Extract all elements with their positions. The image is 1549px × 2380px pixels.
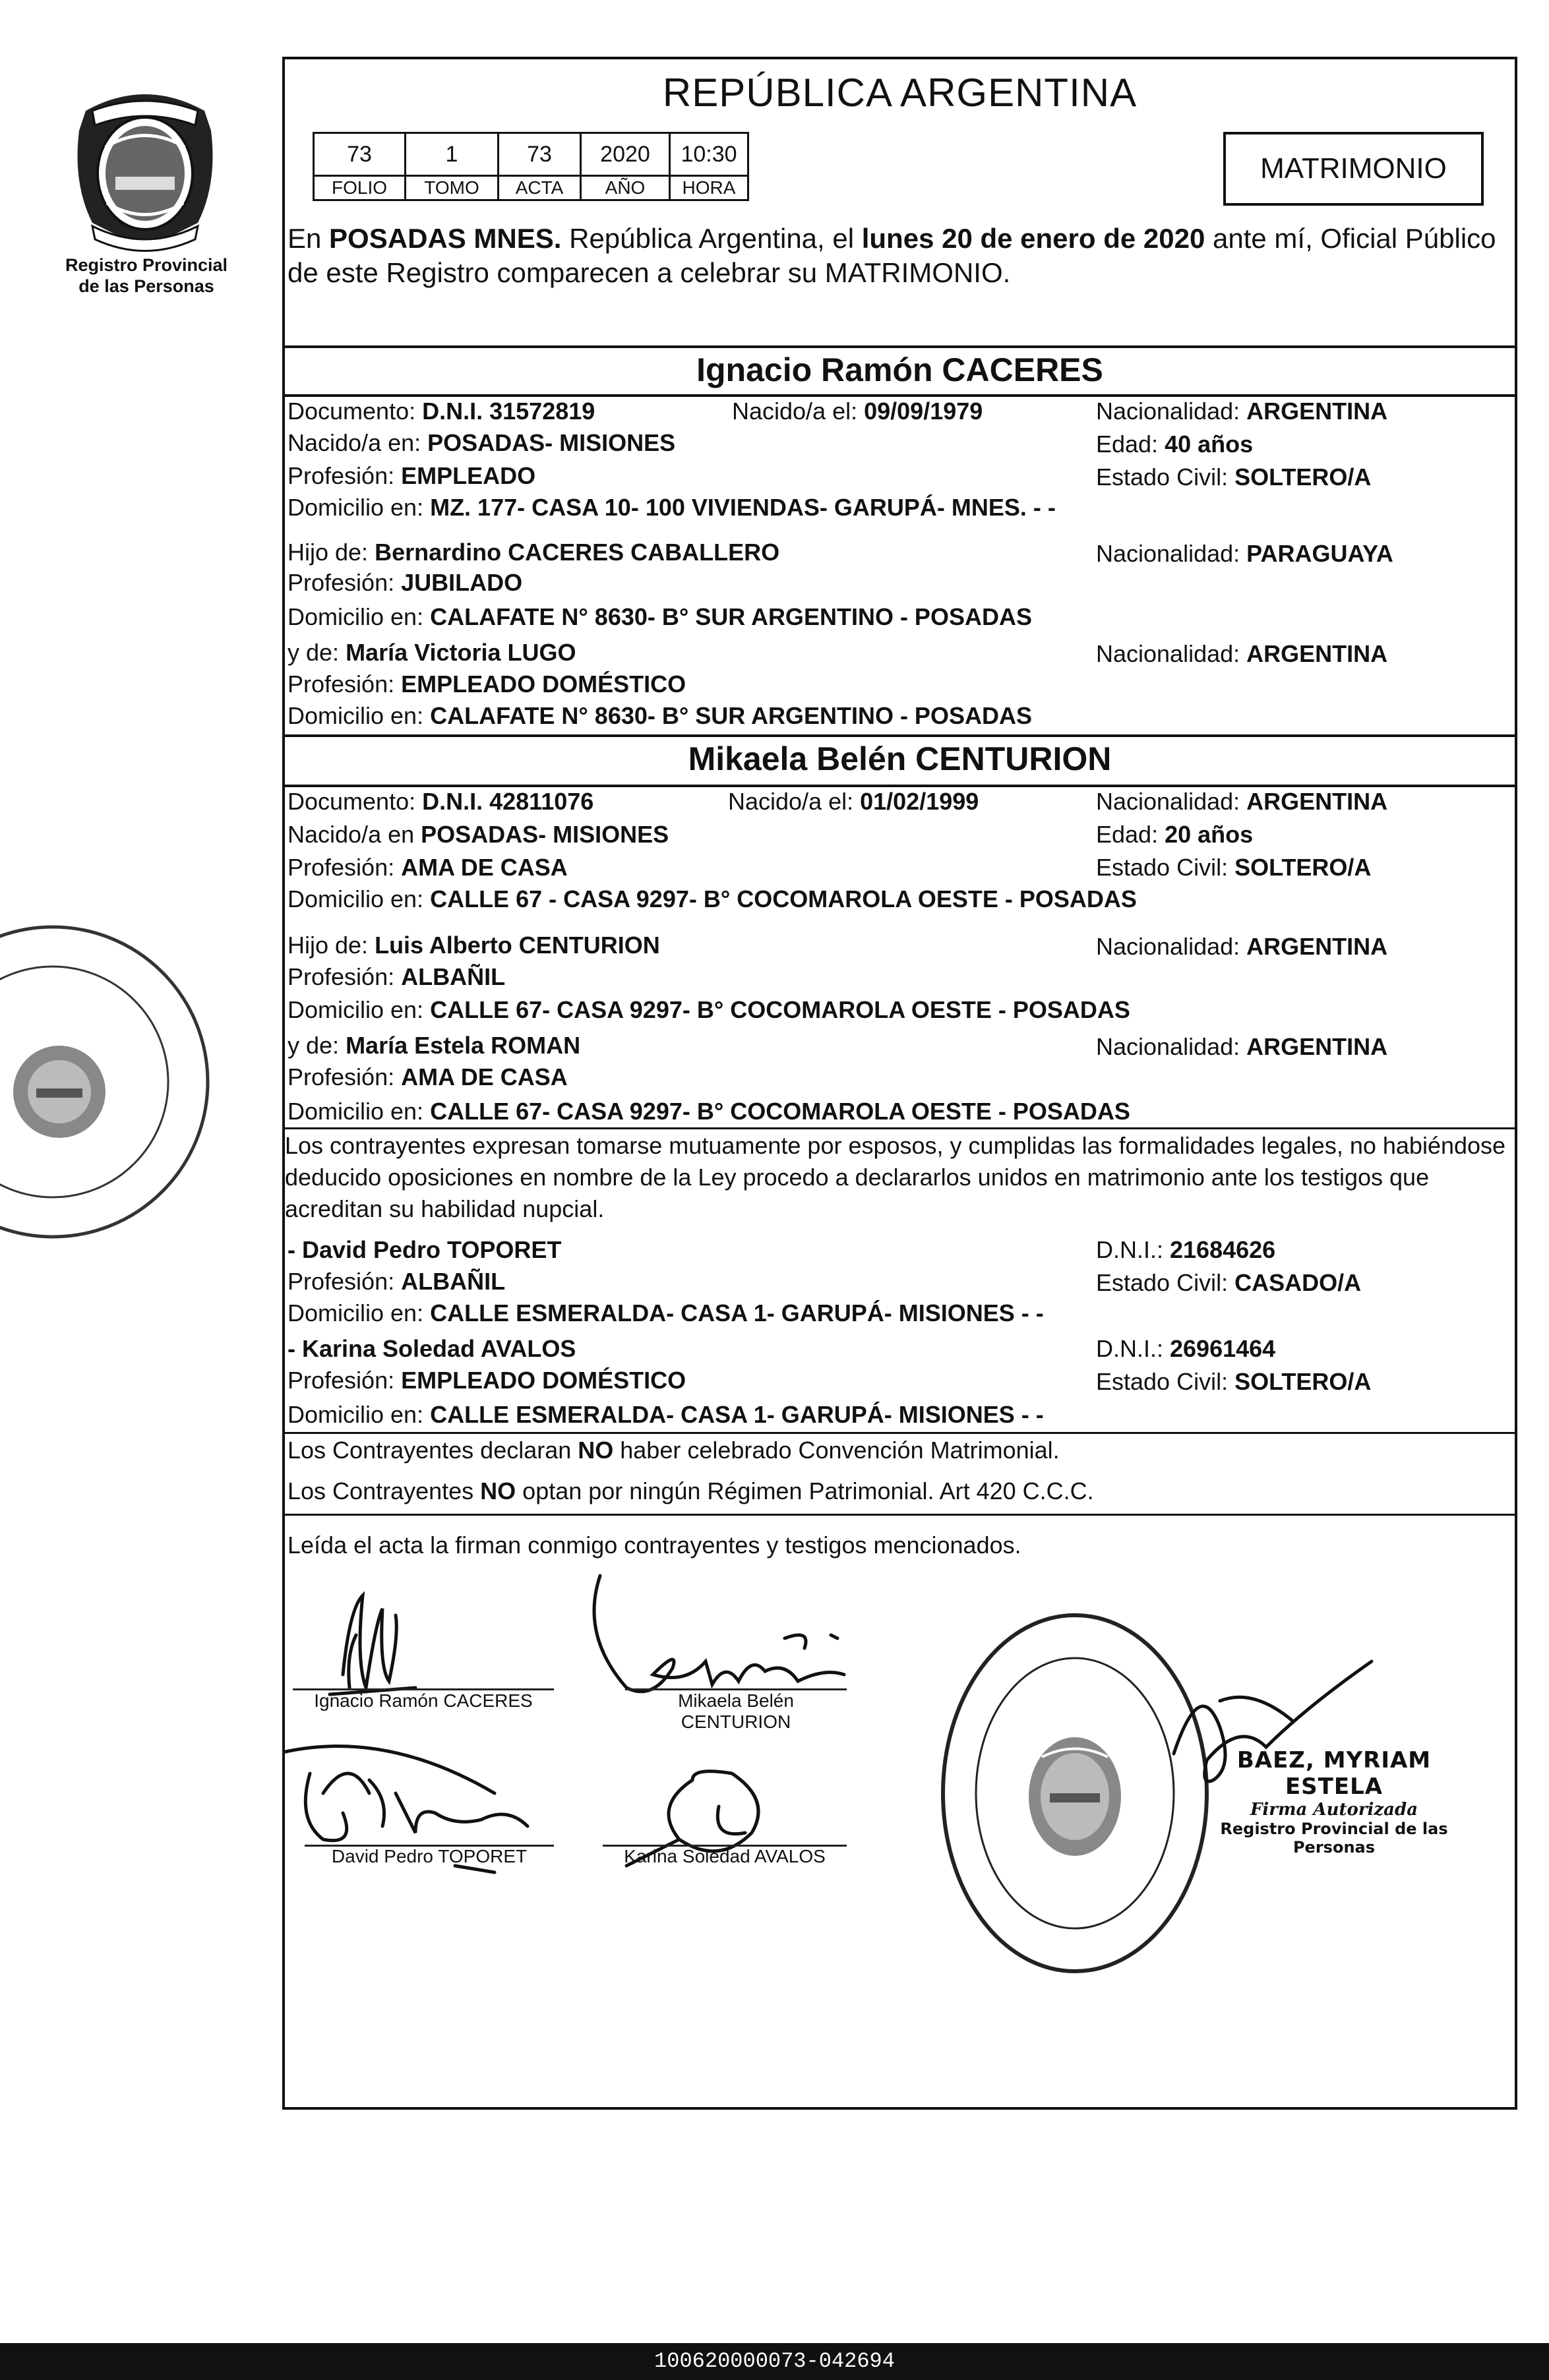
stub-folio-value: 73 (314, 133, 406, 176)
c2-mother-label: y de: (288, 1032, 346, 1059)
signature-label-ignacio: Ignacio Ramón CACERES (314, 1690, 533, 1711)
c2-address-value: CALLE 67 - CASA 9297- B° COCOMAROLA OESTE - POSADAS (430, 885, 1137, 912)
c2-father-nat-label: Nacionalidad: (1096, 933, 1247, 960)
c1-mother-address (288, 701, 1032, 730)
signature-label-mikaela (625, 1690, 847, 1733)
testigo2-profession (288, 1366, 686, 1395)
intro-text-2: República Argentina, el (561, 223, 862, 254)
regime-note (288, 1477, 1094, 1506)
testigo2-name (288, 1334, 576, 1363)
c1-mother-profession (288, 670, 686, 699)
c1-father-nat-value: PARAGUAYA (1246, 540, 1393, 567)
c1-address-label: Domicilio en: (288, 494, 431, 521)
registry-caption-line2: de las Personas (78, 276, 214, 296)
declaration-paragraph: Los contrayentes expresan tomarse mutuamente por esposos, y cumplidas las formalidades legales, no habiéndose deducido oposiciones en nombre de la Ley procedo a declararlos unidos en matrimonio ante los testigos que acreditan su habilidad nupcial. (285, 1132, 1506, 1222)
c2-father-label: Hijo de: (288, 932, 375, 959)
stub-acta-label: ACTA (499, 176, 581, 200)
c1-document (288, 397, 595, 426)
reg-no: NO (480, 1477, 516, 1504)
c2-nat-value: ARGENTINA (1246, 788, 1388, 815)
c1-prof-value: EMPLEADO (401, 462, 536, 489)
conv-text-1: Los Contrayentes declaran (288, 1437, 578, 1464)
stub-ano-value: 2020 (581, 133, 670, 176)
signature-label-david: David Pedro TOPORET (331, 1846, 528, 1866)
testigo1-dni (1096, 1235, 1275, 1264)
official-stamp-text (1186, 1747, 1482, 1857)
c2-mother-nat-label: Nacionalidad: (1096, 1033, 1247, 1060)
c2-father-addr-value: CALLE 67- CASA 9297- B° COCOMAROLA OESTE - POSADAS (430, 996, 1130, 1023)
divider (282, 345, 1517, 348)
stub-acta-value: 73 (499, 133, 581, 176)
testigo2-address (288, 1400, 1044, 1429)
c2-birthplace-label: Nacido/a en (288, 821, 421, 848)
testigo2-civil-status (1096, 1367, 1371, 1396)
signature-label-mikaela-line1: Mikaela Belén (678, 1690, 794, 1711)
signature-label-mikaela-line2: CENTURION (681, 1711, 791, 1732)
c2-age-value: 20 años (1165, 821, 1254, 848)
c2-address-label: Domicilio en: (288, 885, 431, 912)
c1-mother-label: y de: (288, 639, 346, 666)
convention-note (288, 1436, 1060, 1465)
contrayente1-name: Ignacio Ramón CACERES (696, 351, 1103, 388)
c2-doc-label: Documento: (288, 788, 423, 815)
c1-nat-value: ARGENTINA (1246, 398, 1388, 425)
official-stamp-name: BAEZ, MYRIAM ESTELA (1236, 1747, 1432, 1800)
c1-prof-label: Profesión: (288, 462, 402, 489)
signature-label-karina: Karina Soledad AVALOS (624, 1846, 826, 1866)
testigo1-address (288, 1299, 1044, 1328)
t2-prof-label: Profesión: (288, 1367, 402, 1394)
c2-civil-status (1096, 853, 1371, 882)
c2-father-prof-value: ALBAÑIL (401, 963, 506, 990)
c1-father-address (288, 603, 1032, 632)
c1-mother-addr-value: CALAFATE N° 8630- B° SUR ARGENTINO - POSADAS (430, 702, 1032, 729)
closing-statement: Leída el acta la firman conmigo contrayentes y testigos mencionados. (288, 1532, 1021, 1559)
c2-mother-profession (288, 1063, 568, 1092)
c1-profession (288, 461, 535, 491)
official-stamp-role: Firma Autorizada (1250, 1800, 1418, 1820)
c2-prof-value: AMA DE CASA (401, 854, 568, 881)
c2-father-profession (288, 963, 505, 992)
stub-tomo-label: TOMO (406, 176, 499, 200)
c2-age-label: Edad: (1096, 821, 1165, 848)
t1-prof-label: Profesión: (288, 1268, 402, 1295)
record-type-box: MATRIMONIO (1223, 132, 1484, 206)
document-footer-code: 100620000073-042694 (0, 2343, 1549, 2380)
t1-name-value: - David Pedro TOPORET (288, 1236, 562, 1263)
c1-mother (288, 638, 576, 667)
divider (282, 1514, 1517, 1516)
c1-father-nationality (1096, 539, 1393, 568)
reg-text-2: optan por ningún Régimen Patrimonial. Art 420 C.C.C. (516, 1477, 1094, 1504)
c1-mother-value: María Victoria LUGO (346, 639, 576, 666)
c1-father-profession (288, 568, 522, 597)
c1-father-prof-value: JUBILADO (401, 569, 523, 596)
c2-document (288, 787, 593, 816)
registry-caption-line1: Registro Provincial (65, 255, 228, 275)
c2-doc-value: D.N.I. 42811076 (422, 788, 594, 815)
c2-mother-addr-label: Domicilio en: (288, 1098, 431, 1125)
c2-father-value: Luis Alberto CENTURION (375, 932, 660, 959)
conv-text-2: haber celebrado Convención Matrimonial. (613, 1437, 1060, 1464)
stub-ano-label: AÑO (581, 176, 670, 200)
intro-date: lunes 20 de enero de 2020 (861, 223, 1205, 254)
c1-birthplace (288, 429, 675, 458)
t2-addr-label: Domicilio en: (288, 1401, 431, 1428)
c2-address (288, 885, 1137, 914)
testigo1-profession (288, 1267, 505, 1296)
c1-mother-prof-label: Profesión: (288, 670, 402, 698)
c1-mother-prof-value: EMPLEADO DOMÉSTICO (401, 670, 686, 698)
testigo1-civil-status (1096, 1268, 1361, 1297)
c1-birthplace-value: POSADAS- MISIONES (427, 429, 676, 456)
c2-birthplace (288, 820, 669, 849)
c2-mother (288, 1031, 580, 1060)
c2-prof-label: Profesión: (288, 854, 402, 881)
t2-addr-value: CALLE ESMERALDA- CASA 1- GARUPÁ- MISIONES - - (430, 1401, 1044, 1428)
c1-father (288, 538, 779, 567)
c1-age-value: 40 años (1165, 431, 1254, 458)
c2-nationality (1096, 787, 1387, 816)
c2-father-nationality (1096, 932, 1387, 961)
reg-text-1: Los Contrayentes (288, 1477, 481, 1504)
t1-dni-label: D.N.I.: (1096, 1236, 1170, 1263)
c1-doc-label: Documento: (288, 398, 423, 425)
c2-born-value: 01/02/1999 (860, 788, 979, 815)
c1-mother-nat-label: Nacionalidad: (1096, 640, 1247, 667)
c1-address (288, 493, 1056, 522)
c1-civil-label: Estado Civil: (1096, 463, 1235, 491)
t1-civil-label: Estado Civil: (1096, 1269, 1235, 1296)
c1-birthdate (732, 397, 983, 426)
c2-nat-label: Nacionalidad: (1096, 788, 1247, 815)
c2-father (288, 931, 660, 960)
c1-mother-nationality (1096, 640, 1387, 669)
c2-mother-value: María Estela ROMAN (346, 1032, 581, 1059)
c1-father-prof-label: Profesión: (288, 569, 402, 596)
c2-birthdate (728, 787, 979, 816)
testigo2-dni (1096, 1334, 1275, 1363)
t2-prof-value: EMPLEADO DOMÉSTICO (401, 1367, 686, 1394)
conv-no: NO (578, 1437, 614, 1464)
c2-mother-prof-label: Profesión: (288, 1063, 402, 1090)
stub-hora-value: 10:30 (670, 133, 748, 176)
left-margin-seal (0, 914, 218, 1283)
t2-dni-value: 26961464 (1170, 1335, 1276, 1362)
c2-mother-addr-value: CALLE 67- CASA 9297- B° COCOMAROLA OESTE - POSADAS (430, 1098, 1130, 1125)
c1-age-label: Edad: (1096, 431, 1165, 458)
c1-mother-nat-value: ARGENTINA (1246, 640, 1388, 667)
divider (282, 734, 1517, 737)
registry-caption (47, 254, 245, 297)
c1-mother-addr-label: Domicilio en: (288, 702, 431, 729)
c2-father-nat-value: ARGENTINA (1246, 933, 1388, 960)
c1-father-addr-value: CALAFATE N° 8630- B° SUR ARGENTINO - POSADAS (430, 603, 1032, 630)
c1-civil-status (1096, 463, 1371, 492)
c1-father-label: Hijo de: (288, 539, 375, 566)
official-stamp-registry: Registro Provincial de las Personas (1220, 1820, 1448, 1857)
c2-age (1096, 820, 1253, 849)
contrayente2-name: Mikaela Belén CENTURION (688, 740, 1112, 777)
c2-mother-nat-value: ARGENTINA (1246, 1033, 1388, 1060)
c2-father-addr-label: Domicilio en: (288, 996, 431, 1023)
t1-prof-value: ALBAÑIL (401, 1268, 506, 1295)
c2-mother-nationality (1096, 1032, 1387, 1061)
c1-nat-label: Nacionalidad: (1096, 398, 1247, 425)
testigo1-name (288, 1235, 561, 1264)
c2-father-prof-label: Profesión: (288, 963, 402, 990)
intro-place: POSADAS MNES. (329, 223, 562, 254)
intro-paragraph (288, 222, 1513, 290)
c2-civil-value: SOLTERO/A (1234, 854, 1372, 881)
t1-civil-value: CASADO/A (1234, 1269, 1362, 1296)
t1-addr-label: Domicilio en: (288, 1299, 431, 1326)
stub-folio-label: FOLIO (314, 176, 406, 200)
c1-born-value: 09/09/1979 (864, 398, 983, 425)
stub-hora-label: HORA (670, 176, 748, 200)
c2-mother-prof-value: AMA DE CASA (401, 1063, 568, 1090)
record-stub-table (313, 132, 749, 201)
divider (282, 1432, 1517, 1434)
c2-born-label: Nacido/a el: (728, 788, 861, 815)
c2-mother-address (288, 1097, 1130, 1126)
t1-dni-value: 21684626 (1170, 1236, 1276, 1263)
c1-address-value: MZ. 177- CASA 10- 100 VIVIENDAS- GARUPÁ- MNES. - - (430, 494, 1056, 521)
c2-father-address (288, 996, 1130, 1025)
c1-nationality (1096, 397, 1387, 426)
province-coat-of-arms-logo (66, 84, 224, 256)
c1-father-nat-label: Nacionalidad: (1096, 540, 1247, 567)
c2-civil-label: Estado Civil: (1096, 854, 1235, 881)
c1-civil-value: SOLTERO/A (1234, 463, 1372, 491)
c1-father-addr-label: Domicilio en: (288, 603, 431, 630)
t2-dni-label: D.N.I.: (1096, 1335, 1170, 1362)
c1-doc-value: D.N.I. 31572819 (422, 398, 595, 425)
divider (282, 1127, 1517, 1129)
t2-civil-value: SOLTERO/A (1234, 1368, 1372, 1395)
c2-profession (288, 853, 568, 882)
t1-addr-value: CALLE ESMERALDA- CASA 1- GARUPÁ- MISIONES - - (430, 1299, 1044, 1326)
c1-father-value: Bernardino CACERES CABALLERO (375, 539, 780, 566)
t2-name-value: - Karina Soledad AVALOS (288, 1335, 576, 1362)
c1-age (1096, 430, 1253, 459)
intro-text-1: En (288, 223, 330, 254)
document-title: REPÚBLICA ARGENTINA (662, 71, 1138, 115)
c1-born-label: Nacido/a el: (732, 398, 865, 425)
c2-birthplace-value: POSADAS- MISIONES (421, 821, 669, 848)
stub-tomo-value: 1 (406, 133, 499, 176)
t2-civil-label: Estado Civil: (1096, 1368, 1235, 1395)
intro-text-3: ante mí, Oficial Público de este Registro comparecen a celebrar su MATRIMONIO. (288, 223, 1496, 288)
c1-birthplace-label: Nacido/a en: (288, 429, 428, 456)
